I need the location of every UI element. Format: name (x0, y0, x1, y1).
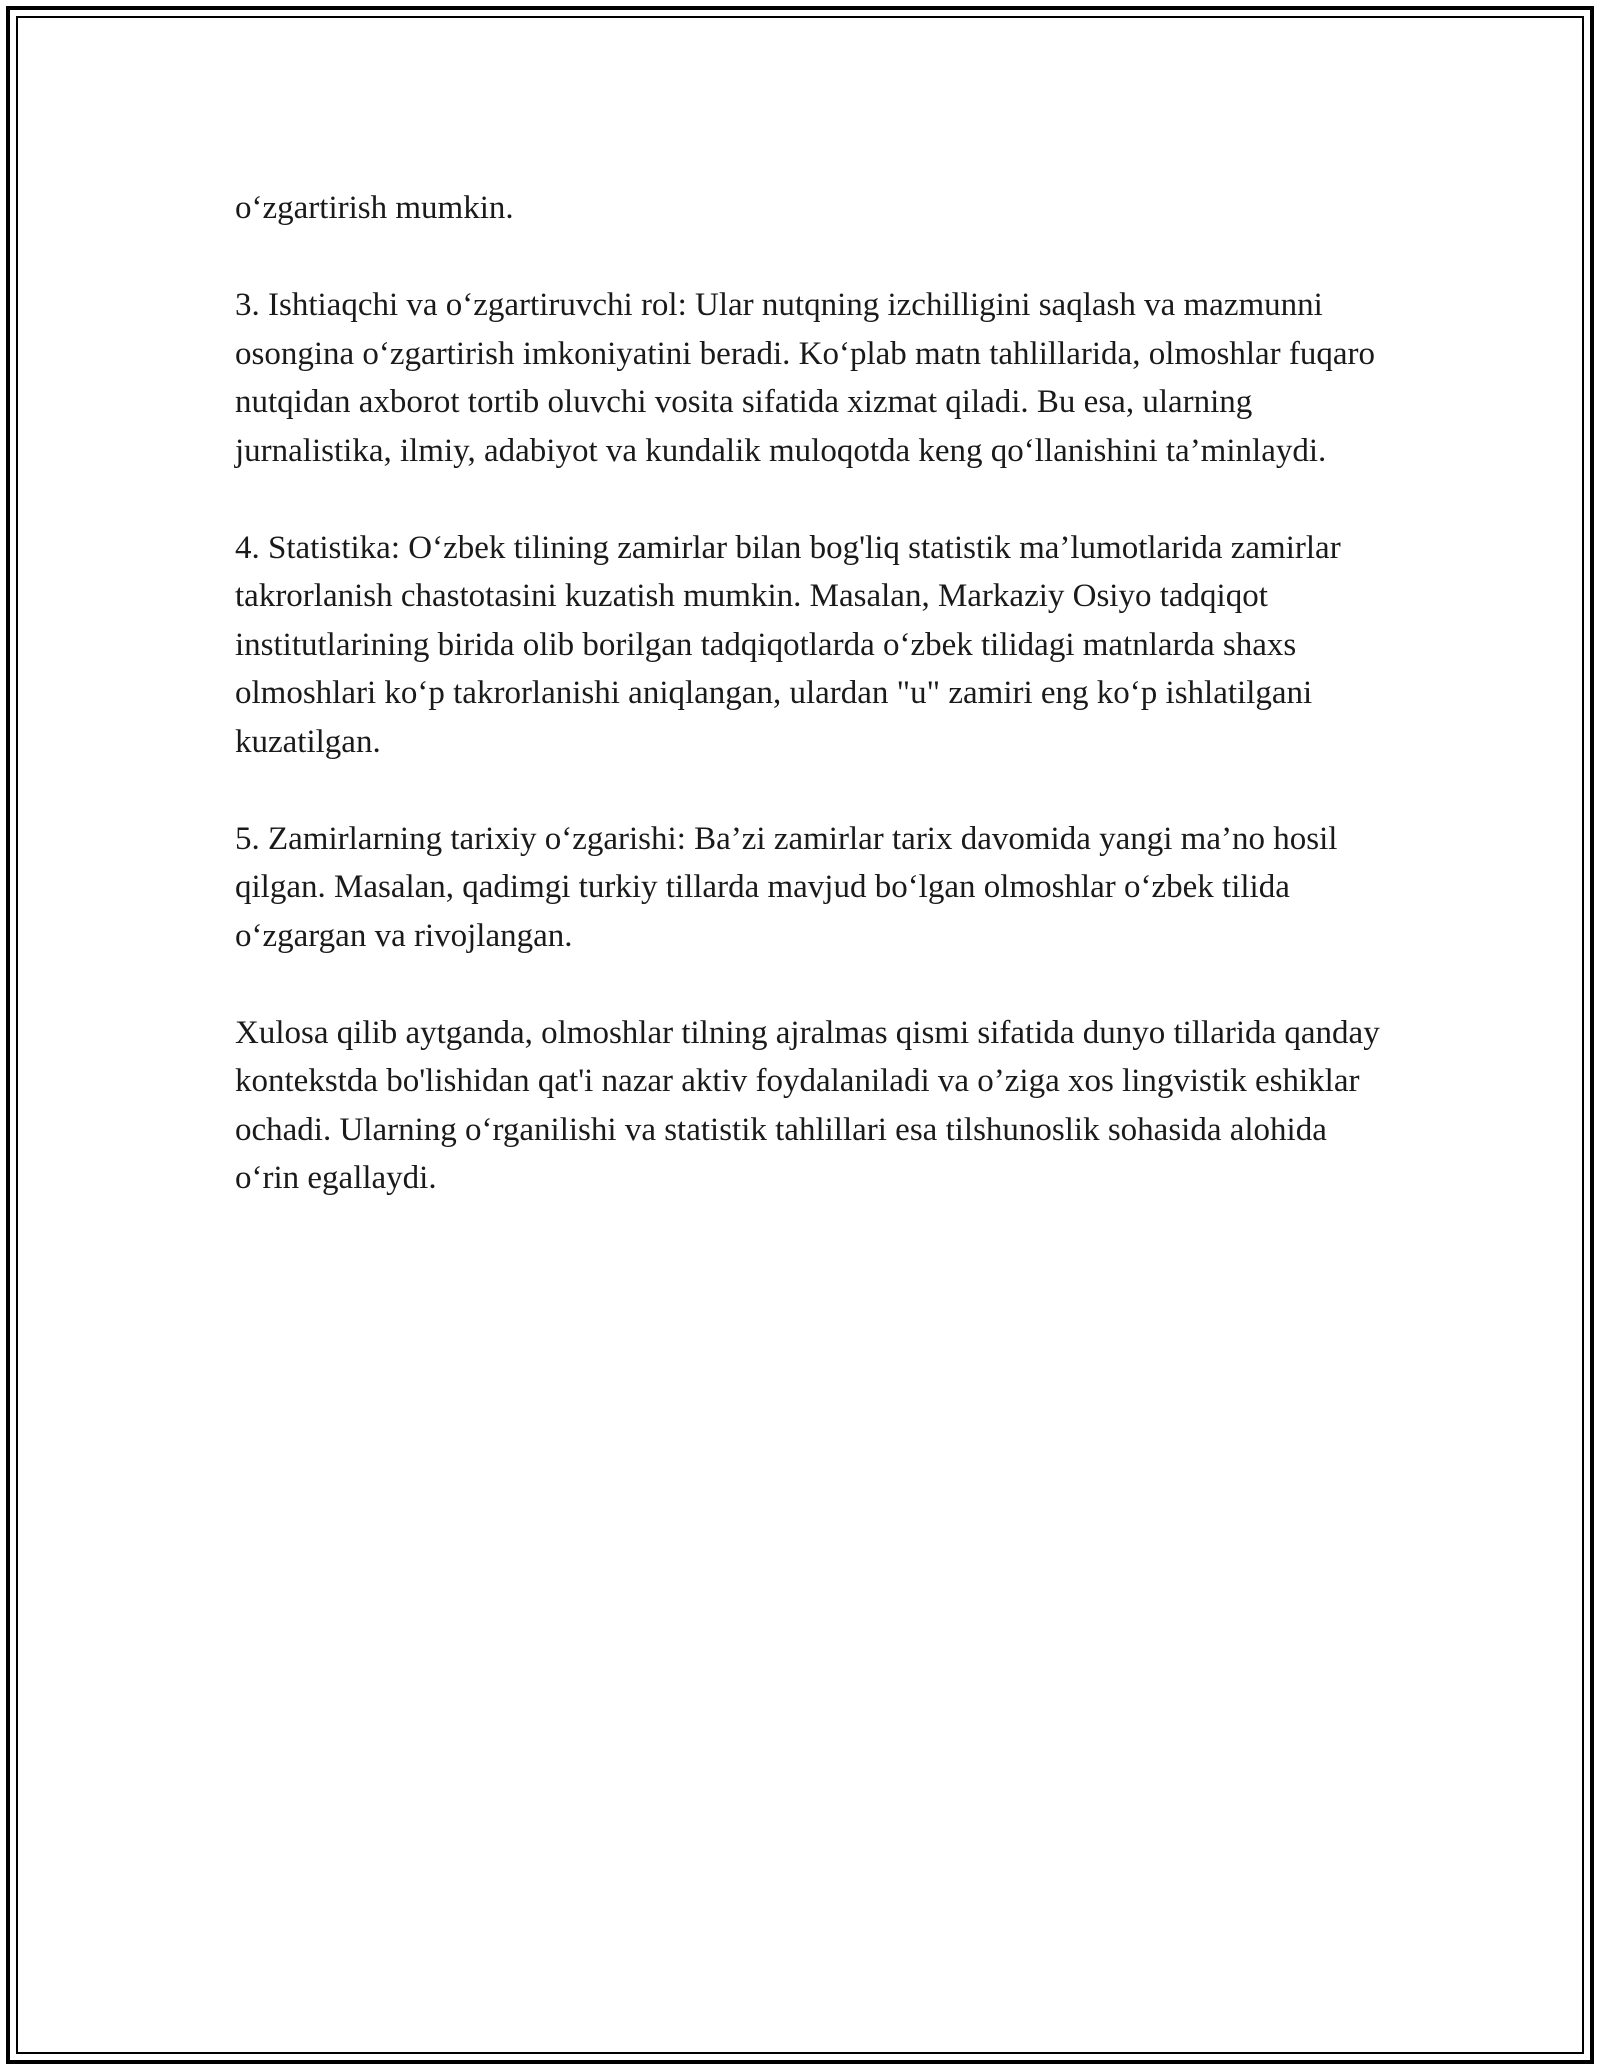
paragraph-conclusion: Xulosa qilib aytganda, olmoshlar tilning ajralmas qismi sifatida dunyo tillarida qanday kontekstda bo'lishidan qat'i nazar aktiv foydalaniladi va o’ziga xos lingvistik eshiklar ochadi. Ularning o‘rganilishi va statistik tahlillari esa tilshunoslik sohasida alohida o‘rin egallaydi. (235, 1014, 1380, 1196)
document-body (235, 184, 1385, 1251)
paragraph-continuation: o‘zgartirish mumkin. (235, 190, 514, 226)
paragraph-point-4: 4. Statistika: O‘zbek tilining zamirlar bilan bog'liq statistik ma’lumotlarida zamirlar takrorlanish chastotasini kuzatish mumkin. Masalan, Markaziy Osiyo tadqiqot institutlarining birida olib borilgan tadqiqotlarda o‘zbek tilidagi matnlarda shaxs olmoshlari ko‘p takrorlanishi aniqlangan, ulardan "u" zamiri eng ko‘p ishlatilgani kuzatilgan. (235, 529, 1341, 760)
paragraph-point-3: 3. Ishtiaqchi va o‘zgartiruvchi rol: Ular nutqning izchilligini saqlash va mazmunni osongina o‘zgartirish imkoniyatini beradi. Ko‘plab matn tahlillarida, olmoshlar fuqaro nutqidan axborot tortib oluvchi vosita sifatida xizmat qiladi. Bu esa, ularning jurnalistika, ilmiy, adabiyot va kundalik muloqotda keng qo‘llanishini ta’minlaydi. (235, 287, 1376, 469)
paragraph-point-5: 5. Zamirlarning tarixiy o‘zgarishi: Ba’zi zamirlar tarix davomida yangi ma’no hosil qilgan. Masalan, qadimgi turkiy tillarda mavjud bo‘lgan olmoshlar o‘zbek tilida o‘zgargan va rivojlangan. (235, 820, 1338, 954)
